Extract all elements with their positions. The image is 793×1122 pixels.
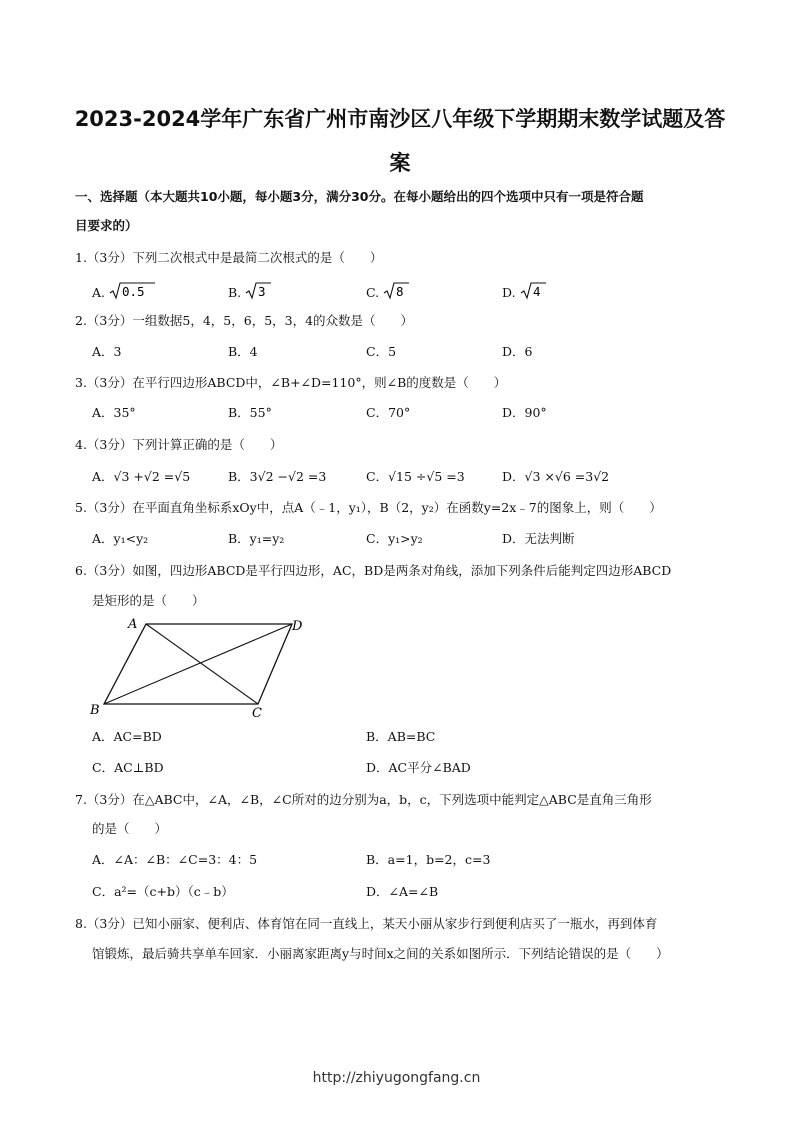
option-a: A．y₁<y₂ <box>92 531 149 546</box>
question-6-options-row-2 <box>92 758 732 778</box>
option-letter: B. <box>228 285 242 300</box>
option-c: C．√15 ÷√5 =3 <box>366 469 465 484</box>
option-c <box>366 281 409 303</box>
option-d: D．90° <box>502 405 547 420</box>
option-c: C．AC⊥BD <box>92 760 164 775</box>
option-d: D．AC平分∠BAD <box>366 760 471 775</box>
option-c: C．a²=（c+b）（c﹣b） <box>92 884 234 899</box>
option-a: A．3 <box>92 344 122 359</box>
question-2-options <box>92 342 732 362</box>
vertex-label-c: C <box>252 706 262 721</box>
question-4-options <box>92 467 732 487</box>
option-letter: A. <box>92 285 106 300</box>
page-title: 2023-2024学年广东省广州市南沙区八年级下学期期末数学试题及答 <box>74 107 726 131</box>
question-5: 5.（3分）在平面直角坐标系xOy中，点A（﹣1，y₁），B（2，y₂）在函数y=2x﹣7的图象上，则（ ） <box>75 500 662 515</box>
question-8: 8.（3分）已知小丽家、便利店、体育馆在同一直线上，某天小丽从家步行到便利店买了一瓶水，再到体育 <box>75 916 658 931</box>
sqrt-icon <box>520 281 546 303</box>
option-c: C．70° <box>366 405 411 420</box>
question-1: 1.（3分）下列二次根式中是最简二次根式的是（ ） <box>75 250 383 265</box>
question-6: 6.（3分）如图，四边形ABCD是平行四边形，AC，BD是两条对角线，添加下列条件后能判定四边形ABCD <box>75 563 672 578</box>
sqrt-icon <box>109 281 155 303</box>
diagonal-ac <box>146 624 258 704</box>
question-6-continued: 是矩形的是（ ） <box>92 593 205 608</box>
option-letter: D. <box>502 285 516 300</box>
radicand: 4 <box>532 284 541 299</box>
option-d: D．6 <box>502 344 533 359</box>
question-8-continued: 馆锻炼，最后骑共享单车回家．小丽离家距离y与时间x之间的关系如图所示．下列结论错误的是（ ） <box>92 946 669 961</box>
option-c: C．y₁>y₂ <box>366 531 423 546</box>
question-6-options-row-1 <box>92 727 732 747</box>
option-letter: C. <box>366 285 380 300</box>
section-heading: 一、选择题（本大题共10小题，每小题3分，满分30分。在每小题给出的四个选项中只有一项是符合题 <box>75 189 644 204</box>
option-b: B．55° <box>228 405 272 420</box>
page-title-continued: 案 <box>389 151 411 175</box>
radicand: 3 <box>258 284 266 299</box>
sqrt-icon <box>383 281 409 303</box>
question-3: 3.（3分）在平行四边形ABCD中，∠B+∠D=110°，则∠B的度数是（ ） <box>75 375 507 390</box>
radicand: 8 <box>396 284 404 299</box>
option-d: D．∠A=∠B <box>366 884 439 899</box>
question-7-options-row-1 <box>92 850 732 870</box>
question-7: 7.（3分）在△ABC中，∠A，∠B，∠C所对的边分别为a，b，c，下列选项中能判定△ABC是直角三角形 <box>75 792 652 807</box>
option-b: B．4 <box>228 344 258 359</box>
option-b <box>228 281 271 303</box>
parallelogram-figure <box>84 614 324 724</box>
option-a: A．∠A：∠B：∠C=3：4：5 <box>92 852 258 867</box>
question-3-options <box>92 403 732 423</box>
option-d: D．无法判断 <box>502 531 575 546</box>
option-a: A．35° <box>92 405 136 420</box>
option-a: A．√3 +√2 =√5 <box>92 469 191 484</box>
option-b: B．AB=BC <box>366 729 436 744</box>
footer-url: http://zhiyugongfang.cn <box>312 1070 481 1086</box>
option-d <box>502 281 546 303</box>
option-d: D．√3 ×√6 =3√2 <box>502 469 610 484</box>
option-a: A．AC=BD <box>92 729 162 744</box>
vertex-label-a: A <box>128 617 138 632</box>
option-a <box>92 281 155 303</box>
option-b: B．a=1，b=2，c=3 <box>366 852 491 867</box>
radicand: 0.5 <box>122 284 145 299</box>
question-7-continued: 的是（ ） <box>92 821 168 836</box>
option-b: B．y₁=y₂ <box>228 531 285 546</box>
vertex-label-b: B <box>90 703 100 718</box>
question-4: 4.（3分）下列计算正确的是（ ） <box>75 437 283 452</box>
question-5-options <box>92 529 732 549</box>
option-b: B．3√2 −√2 =3 <box>228 469 327 484</box>
sqrt-icon <box>245 281 271 303</box>
vertex-label-d: D <box>292 619 303 634</box>
question-7-options-row-2 <box>92 882 732 902</box>
question-2: 2.（3分）一组数据5，4，5，6，5，3，4的众数是（ ） <box>75 313 414 328</box>
section-heading-continued: 目要求的） <box>75 218 138 233</box>
question-1-options <box>92 281 732 301</box>
option-c: C．5 <box>366 344 397 359</box>
